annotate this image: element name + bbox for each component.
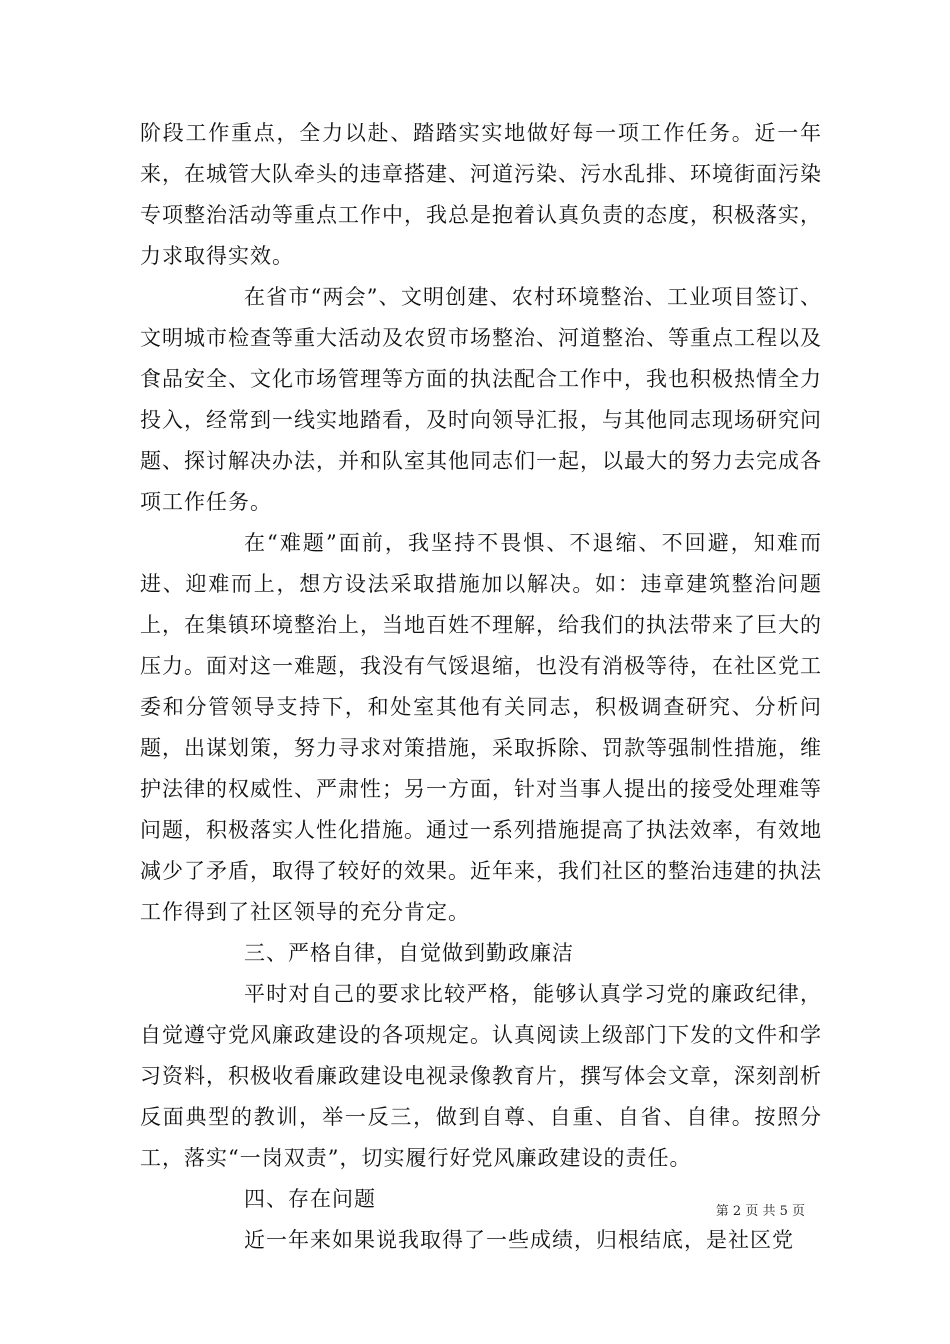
page-number-footer: 第 2 页 共 5 页 xyxy=(715,1204,805,1219)
section-heading-existing-problems: 四、存在问题 xyxy=(244,1187,376,1211)
document-body xyxy=(140,113,822,1261)
paragraph-continued: 阶段工作重点，全力以赴、踏踏实实地做好每一项工作任务。近一年来，在城管大队牵头的违章搭建、河道污染、污水乱排、环境街面污染专项整治活动等重点工作中，我总是抱着认真负责的态度，积极落实，力求取得实效。 xyxy=(140,121,822,268)
paragraph-self-discipline: 平时对自己的要求比较严格，能够认真学习党的廉政纪律，自觉遵守党风廉政建设的各项规定。认真阅读上级部门下发的文件和学习资料，积极收看廉政建设电视录像教育片，撰写体会文章，深刻剖析反面典型的教训，举一反三，做到自尊、自重、自省、自律。按照分工，落实“一岗双责”，切实履行好党风廉政建设的责任。 xyxy=(140,982,822,1170)
paragraph-coordination-work: 在省市“两会”、文明创建、农村环境整治、工业项目签订、文明城市检查等重大活动及农贸市场整治、河道整治、等重点工程以及食品安全、文化市场管理等方面的执法配合工作中，我也积极热情全力投入，经常到一线实地踏看，及时向领导汇报，与其他同志现场研究问题、探讨解决办法，并和队室其他同志们一起，以最大的努力去完成各项工作任务。 xyxy=(140,285,822,514)
paragraph-difficult-problems: 在“难题”面前，我坚持不畏惧、不退缩、不回避，知难而进、迎难而上，想方设法采取措施加以解决。如：违章建筑整治问题上，在集镇环境整治上，当地百姓不理解，给我们的执法带来了巨大的压力。面对这一难题，我没有气馁退缩，也没有消极等待，在社区党工委和分管领导支持下，和处室其他有关同志，积极调查研究、分析问题，出谋划策，努力寻求对策措施，采取拆除、罚款等强制性措施，维护法律的权威性、严肃性；另一方面，针对当事人提出的接受处理难等问题，积极落实人性化措施。通过一系列措施提高了执法效率，有效地减少了矛盾，取得了较好的效果。近年来，我们社区的整治违建的执法工作得到了社区领导的充分肯定。 xyxy=(140,531,822,924)
section-heading-self-discipline: 三、严格自律，自觉做到勤政廉洁 xyxy=(244,941,574,965)
paragraph-existing-problems: 近一年来如果说我取得了一些成绩，归根结底，是社区党 xyxy=(244,1228,794,1252)
